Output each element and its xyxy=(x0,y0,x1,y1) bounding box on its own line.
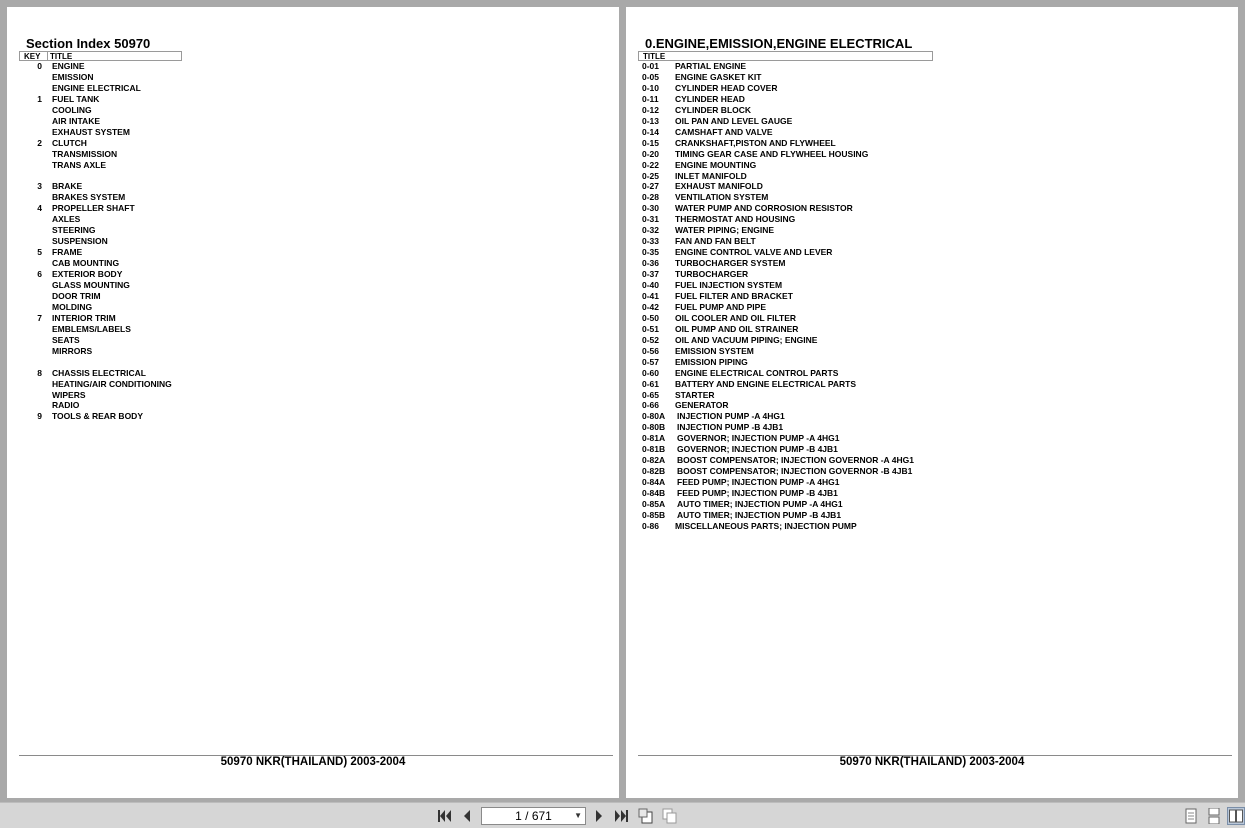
item-title: ENGINE GASKET KIT xyxy=(675,71,762,82)
item-title: GLASS MOUNTING xyxy=(52,280,130,290)
two-page-view-icon[interactable] xyxy=(1227,807,1245,825)
viewer-toolbar xyxy=(0,802,1245,828)
item-key: 0-80B xyxy=(642,422,666,433)
item-title: INTERIOR TRIM xyxy=(52,312,116,323)
item-key: 1 xyxy=(37,93,42,104)
item-key: 0-27 xyxy=(642,181,660,192)
continuous-view-icon[interactable] xyxy=(1205,807,1223,825)
item-key: 0-15 xyxy=(642,137,660,148)
item-title: EMISSION xyxy=(52,71,94,82)
item-key: 0 xyxy=(37,61,42,71)
item-key: 0-31 xyxy=(642,214,660,225)
item-title: STARTER xyxy=(675,389,715,400)
item-key: 0-28 xyxy=(642,192,660,203)
item-title: PROPELLER SHAFT xyxy=(52,203,135,214)
section-title: Section Index 50970 xyxy=(26,36,151,51)
item-title: CAMSHAFT AND VALVE xyxy=(675,126,773,137)
item-title: BRAKE xyxy=(52,181,83,192)
item-title: BRAKES SYSTEM xyxy=(52,192,126,203)
left-page xyxy=(7,7,619,798)
item-title: GENERATOR xyxy=(675,400,729,411)
item-key: 0-82B xyxy=(642,466,666,477)
item-key: 0-81B xyxy=(642,444,666,455)
item-title: GOVERNOR; INJECTION PUMP -B 4JB1 xyxy=(677,444,838,455)
header-divider xyxy=(47,52,48,60)
next-page-icon[interactable] xyxy=(590,807,608,825)
item-title: VENTILATION SYSTEM xyxy=(675,192,769,203)
item-key: 0-56 xyxy=(642,345,660,356)
item-key: 0-84B xyxy=(642,488,666,499)
single-page-view-icon[interactable] xyxy=(1182,807,1200,825)
item-title: CRANKSHAFT,PISTON AND FLYWHEEL xyxy=(675,137,836,148)
item-title: ENGINE ELECTRICAL CONTROL PARTS xyxy=(675,367,839,378)
item-key: 0-37 xyxy=(642,269,660,280)
item-title: BATTERY AND ENGINE ELECTRICAL PARTS xyxy=(675,378,857,389)
item-title: OIL PUMP AND OIL STRAINER xyxy=(675,323,799,334)
item-title: EMISSION PIPING xyxy=(675,356,748,367)
item-key: 6 xyxy=(37,269,42,280)
item-title: FUEL TANK xyxy=(52,93,100,104)
item-title: EXTERIOR BODY xyxy=(52,269,123,280)
item-key: 0-32 xyxy=(642,225,660,236)
item-key: 0-12 xyxy=(642,104,660,115)
item-key: 0-82A xyxy=(642,455,666,466)
item-title: TRANSMISSION xyxy=(52,148,118,159)
item-key: 0-42 xyxy=(642,301,660,312)
item-key: 0-85A xyxy=(642,499,666,509)
item-title: OIL COOLER AND OIL FILTER xyxy=(675,312,797,323)
item-key: 0-86 xyxy=(642,520,660,531)
item-title: ENGINE CONTROL VALVE AND LEVER xyxy=(675,247,833,258)
item-key: 0-52 xyxy=(642,334,660,345)
item-title: FEED PUMP; INJECTION PUMP -B 4JB1 xyxy=(677,488,838,499)
page-number-field[interactable] xyxy=(481,807,586,825)
item-key: 4 xyxy=(37,203,42,214)
header-key: KEY xyxy=(24,52,41,61)
item-title: AXLES xyxy=(52,214,81,225)
item-key: 0-66 xyxy=(642,400,660,411)
header-title: TITLE xyxy=(50,52,73,61)
item-key: 0-57 xyxy=(642,356,660,367)
item-title: INLET MANIFOLD xyxy=(675,170,747,181)
item-key: 0-85B xyxy=(642,509,666,520)
item-title: STEERING xyxy=(52,225,96,236)
item-title: SEATS xyxy=(52,334,80,345)
item-title: HEATING/AIR CONDITIONING xyxy=(52,378,172,389)
item-title: MIRRORS xyxy=(52,345,93,356)
item-title: FAN AND FAN BELT xyxy=(675,236,756,247)
first-page-icon[interactable] xyxy=(436,807,454,825)
item-title: EMBLEMS/LABELS xyxy=(52,323,131,334)
table-header xyxy=(638,51,933,61)
item-title: TIMING GEAR CASE AND FLYWHEEL HOUSING xyxy=(675,148,869,159)
item-title: OIL AND VACUUM PIPING; ENGINE xyxy=(675,334,818,345)
rotate-icon[interactable] xyxy=(637,807,655,825)
item-title: CYLINDER HEAD COVER xyxy=(675,82,778,93)
item-title: DOOR TRIM xyxy=(52,290,101,301)
item-title: CAB MOUNTING xyxy=(52,258,120,269)
item-key: 5 xyxy=(37,247,42,258)
item-title: INJECTION PUMP -A 4HG1 xyxy=(677,411,785,422)
chevron-down-icon[interactable]: ▼ xyxy=(574,811,582,820)
item-title: WATER PUMP AND CORROSION RESISTOR xyxy=(675,203,853,214)
item-title: CLUTCH xyxy=(52,137,87,148)
item-key: 0-33 xyxy=(642,236,660,247)
item-title: AIR INTAKE xyxy=(52,115,101,126)
item-title: CYLINDER HEAD xyxy=(675,93,745,104)
right-page xyxy=(626,7,1238,798)
item-title: WIPERS xyxy=(52,389,86,400)
item-title: GOVERNOR; INJECTION PUMP -A 4HG1 xyxy=(677,433,840,444)
page-footer: 50970 NKR(THAILAND) 2003-2004 xyxy=(220,756,406,768)
item-key: 8 xyxy=(37,367,42,378)
item-title: TURBOCHARGER SYSTEM xyxy=(675,258,786,269)
item-key: 0-22 xyxy=(642,159,660,170)
item-title: TURBOCHARGER xyxy=(675,269,749,280)
item-title: CYLINDER BLOCK xyxy=(675,104,752,115)
item-title: THERMOSTAT AND HOUSING xyxy=(675,214,796,225)
item-key: 0-35 xyxy=(642,247,660,258)
item-title: COOLING xyxy=(52,104,92,115)
item-title: ENGINE xyxy=(52,61,85,71)
item-title: AUTO TIMER; INJECTION PUMP -A 4HG1 xyxy=(677,499,843,509)
item-title: FUEL PUMP AND PIPE xyxy=(675,301,766,312)
item-title: FUEL FILTER AND BRACKET xyxy=(675,290,793,301)
item-key: 2 xyxy=(37,137,42,148)
item-title: MOLDING xyxy=(52,301,93,312)
item-title: FEED PUMP; INJECTION PUMP -A 4HG1 xyxy=(677,477,840,488)
item-title: ENGINE MOUNTING xyxy=(675,159,757,170)
item-title: PARTIAL ENGINE xyxy=(675,61,746,71)
item-key: 0-20 xyxy=(642,148,660,159)
item-title: INJECTION PUMP -B 4JB1 xyxy=(677,422,784,433)
item-key: 0-60 xyxy=(642,367,660,378)
item-title: TRANS AXLE xyxy=(52,159,106,170)
item-key: 0-81A xyxy=(642,433,666,444)
item-key: 0-36 xyxy=(642,258,660,269)
item-title: TOOLS & REAR BODY xyxy=(52,411,143,422)
section-title: 0.ENGINE,EMISSION,ENGINE ELECTRICAL xyxy=(645,36,913,51)
item-title: FRAME xyxy=(52,247,83,258)
copy-icon[interactable] xyxy=(661,807,679,825)
item-key: 0-84A xyxy=(642,477,666,488)
item-key: 7 xyxy=(37,312,42,323)
item-key: 0-10 xyxy=(642,82,660,93)
item-key: 0-40 xyxy=(642,280,660,290)
item-key: 0-11 xyxy=(642,93,659,104)
item-key: 0-30 xyxy=(642,203,660,214)
item-title: MISCELLANEOUS PARTS; INJECTION PUMP xyxy=(675,520,857,531)
item-title: AUTO TIMER; INJECTION PUMP -B 4JB1 xyxy=(677,509,842,520)
item-title: EXHAUST MANIFOLD xyxy=(675,181,763,192)
item-key: 0-50 xyxy=(642,312,660,323)
page-indicator: 1 / 671 xyxy=(515,809,552,823)
item-key: 9 xyxy=(37,411,42,422)
item-title: EMISSION SYSTEM xyxy=(675,345,754,356)
item-title: WATER PIPING; ENGINE xyxy=(675,225,775,236)
item-key: 0-41 xyxy=(642,290,660,301)
item-title: ENGINE ELECTRICAL xyxy=(52,82,141,93)
item-title: FUEL INJECTION SYSTEM xyxy=(675,280,783,290)
item-key: 3 xyxy=(37,181,42,192)
last-page-icon[interactable] xyxy=(612,807,630,825)
table-header xyxy=(19,51,182,61)
header-title: TITLE xyxy=(643,52,666,61)
item-key: 0-25 xyxy=(642,170,660,181)
page-footer: 50970 NKR(THAILAND) 2003-2004 xyxy=(839,756,1025,768)
item-key: 0-14 xyxy=(642,126,660,137)
prev-page-icon[interactable] xyxy=(458,807,476,825)
item-title: RADIO xyxy=(52,400,80,411)
item-key: 0-13 xyxy=(642,115,660,126)
item-key: 0-05 xyxy=(642,71,660,82)
item-key: 0-01 xyxy=(642,61,660,71)
item-key: 0-80A xyxy=(642,411,666,422)
item-key: 0-61 xyxy=(642,378,660,389)
item-title: BOOST COMPENSATOR; INJECTION GOVERNOR -A 4HG1 xyxy=(677,455,914,466)
item-title: EXHAUST SYSTEM xyxy=(52,126,130,137)
item-title: OIL PAN AND LEVEL GAUGE xyxy=(675,115,793,126)
item-title: CHASSIS ELECTRICAL xyxy=(52,367,146,378)
item-key: 0-65 xyxy=(642,389,660,400)
item-title: SUSPENSION xyxy=(52,236,108,247)
item-title: BOOST COMPENSATOR; INJECTION GOVERNOR -B 4JB1 xyxy=(677,466,913,477)
item-key: 0-51 xyxy=(642,323,660,334)
